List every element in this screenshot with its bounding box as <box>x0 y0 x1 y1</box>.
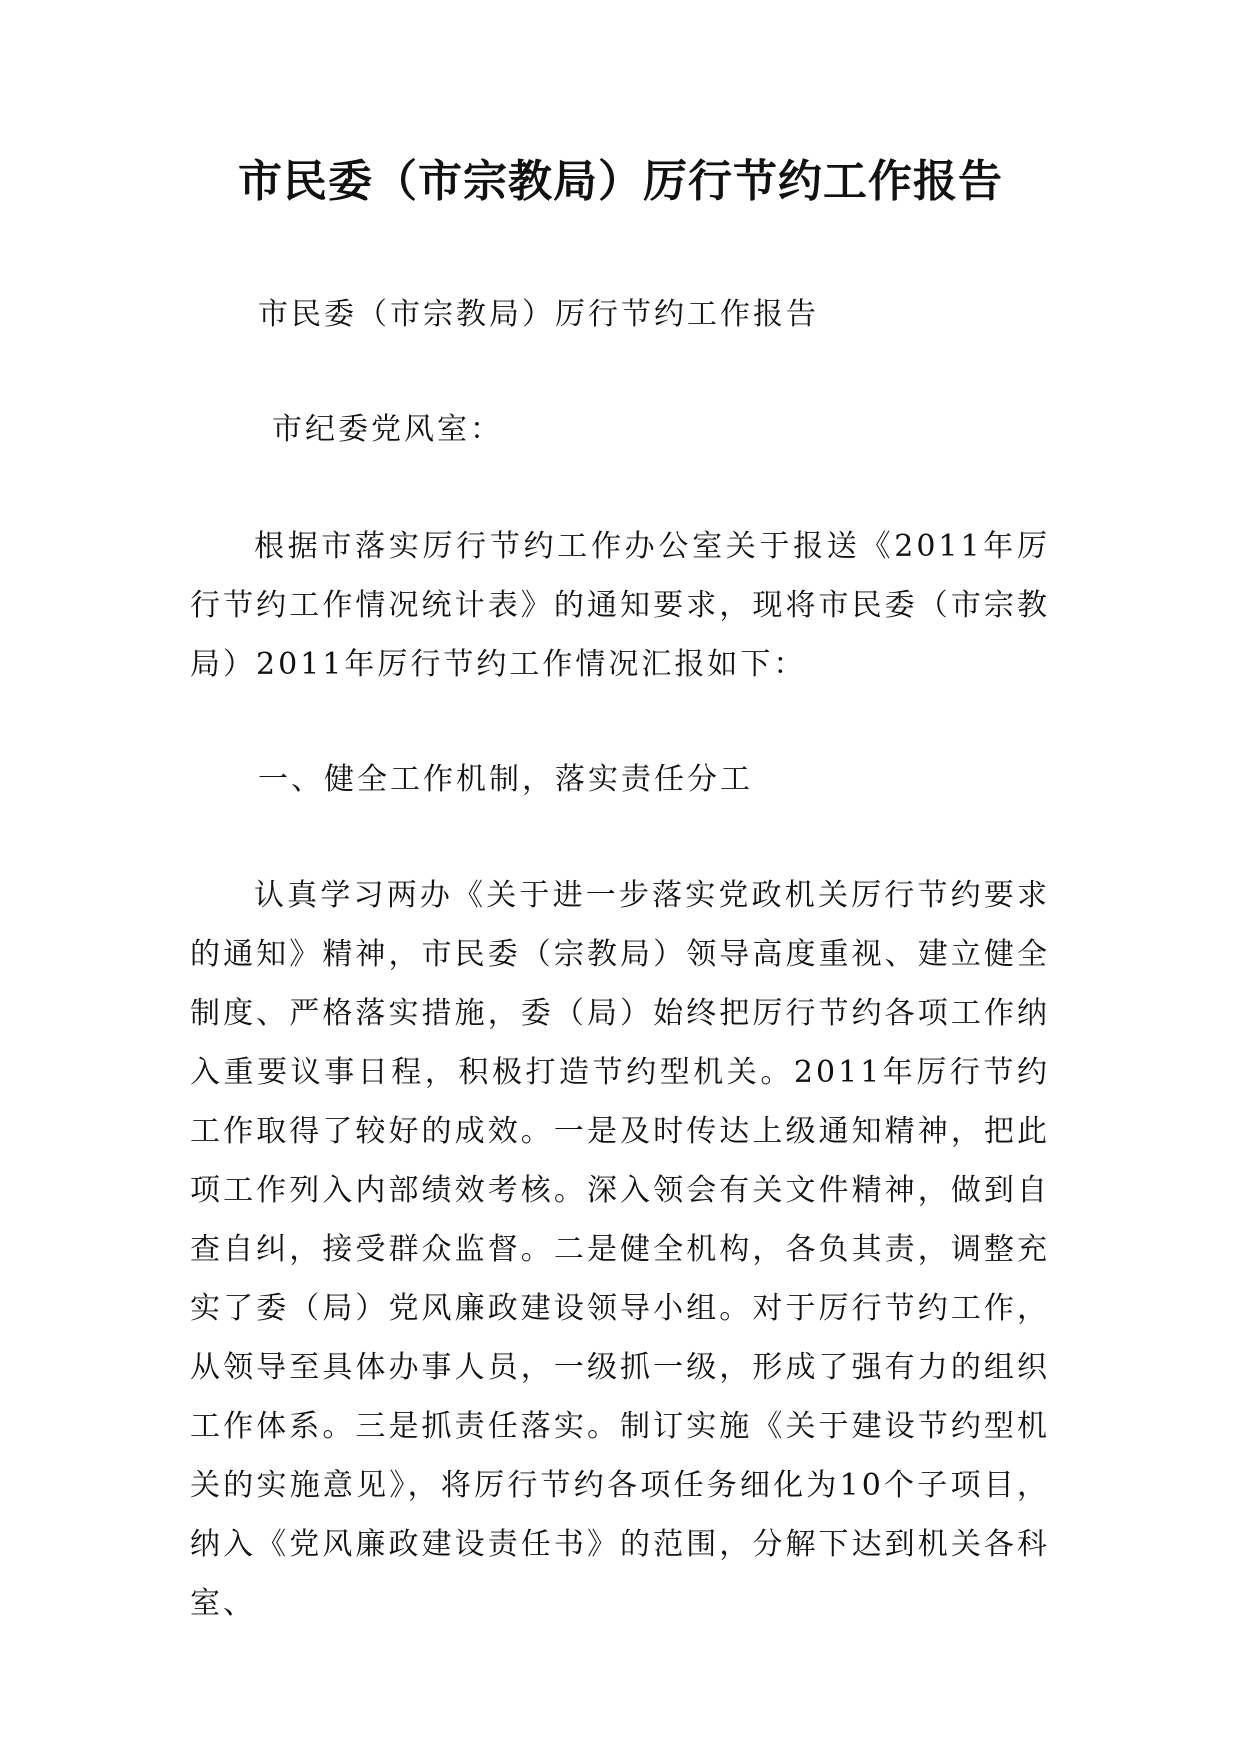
paragraph-section-1: 认真学习两办《关于进一步落实党政机关厉行节约要求的通知》精神，市民委（宗教局）领导高度重视、建立健全制度、严格落实措施，委（局）始终把厉行节约各项工作纳入重要议事日程，积极打造节约型机关。2011年厉行节约工作取得了较好的成效。一是及时传达上级通知精神，把此项工作列入内部绩效考核。深入领会有关文件精神，做到自查自纠，接受群众监督。二是健全机构，各负其责，调整充实了委（局）党风廉政建设领导小组。对于厉行节约工作，从领导至具体办事人员，一级抓一级，形成了强有力的组织工作体系。三是抓责任落实。制订实施《关于建设节约型机关的实施意见》，将厉行节约各项任务细化为10个子项目，纳入《党风廉政建设责任书》的范围，分解下达到机关各科室、 <box>190 878 1050 1621</box>
document-subtitle: 市民委（市宗教局）厉行节约工作报告 <box>258 297 819 332</box>
section-heading-1: 一、健全工作机制，落实责任分工 <box>258 762 753 797</box>
paragraph-intro: 根据市落实厉行节约工作办公室关于报送《2011年厉行节约工作情况统计表》的通知要求，现将市民委（市宗教局）2011年厉行节约工作情况汇报如下： <box>190 529 1050 682</box>
document-title: 市民委（市宗教局）厉行节约工作报告 <box>238 156 1003 207</box>
salutation: 市纪委党风室： <box>272 412 503 447</box>
